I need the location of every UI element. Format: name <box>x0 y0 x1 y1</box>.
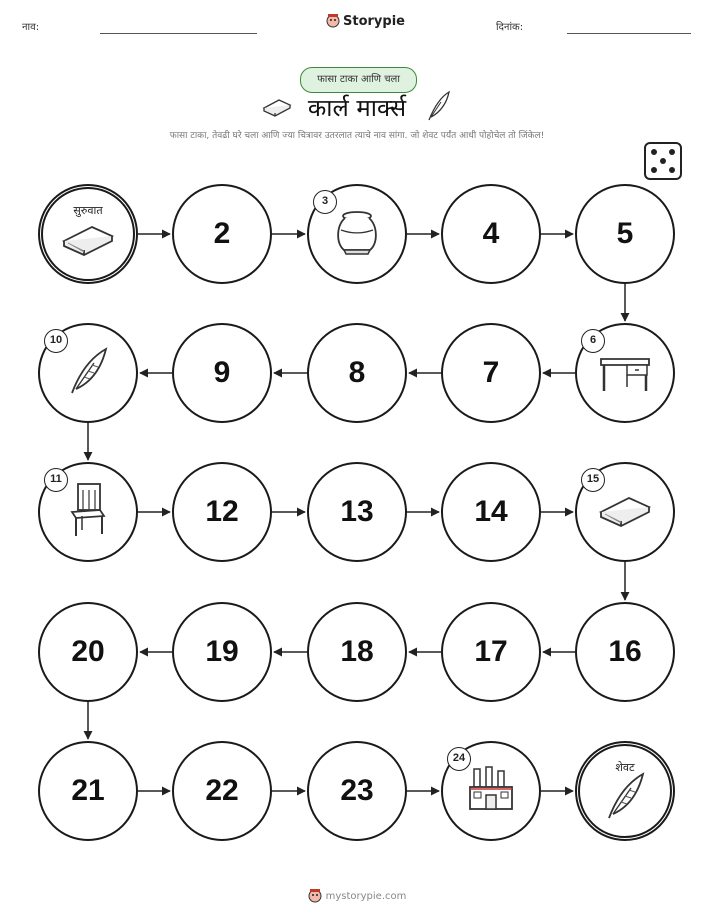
cell-number: 16 <box>608 635 642 668</box>
board-cell-18[interactable] <box>307 602 407 702</box>
game-type-pill: फासा टाका आणि चला <box>300 67 417 93</box>
cell-number: 9 <box>213 356 231 389</box>
instructions: फासा टाका, तेवढी घरे चला आणि ज्या चित्रावर उतरलात त्याचे नाव सांगा. जो शेवट पर्यंत आधी पोहोचेल तो जिंकेल! <box>169 131 545 141</box>
board-cell-13[interactable] <box>307 462 407 562</box>
board-cell-5[interactable] <box>575 184 675 284</box>
cell-number-badge: 6 <box>581 329 605 353</box>
cell-number: 5 <box>616 217 634 250</box>
name-label: नाव: <box>22 22 40 33</box>
factory-icon <box>466 765 516 817</box>
board-cell-6[interactable] <box>575 323 675 423</box>
start-label: सुरुवात <box>73 204 103 217</box>
storypie-mascot-icon <box>308 888 322 904</box>
board-cell-7[interactable] <box>441 323 541 423</box>
board-cell-24[interactable] <box>441 741 541 841</box>
cell-number-badge: 3 <box>313 190 337 214</box>
footer <box>0 888 714 904</box>
board-cell-20[interactable] <box>38 602 138 702</box>
board-cell-22[interactable] <box>172 741 272 841</box>
board-cell-23[interactable] <box>307 741 407 841</box>
cell-number: 17 <box>474 635 508 668</box>
cell-number: 12 <box>205 495 239 528</box>
book-icon <box>597 490 653 534</box>
cell-number-badge: 15 <box>581 468 605 492</box>
board-cell-3[interactable] <box>307 184 407 284</box>
board-cell-15[interactable] <box>575 462 675 562</box>
cell-number: 8 <box>348 356 366 389</box>
cell-number-badge: 10 <box>44 329 68 353</box>
start-cell[interactable] <box>38 184 138 284</box>
board-cell-17[interactable] <box>441 602 541 702</box>
cell-number: 4 <box>482 217 500 250</box>
cell-number: 19 <box>205 635 239 668</box>
board-cell-11[interactable] <box>38 462 138 562</box>
board-cell-9[interactable] <box>172 323 272 423</box>
quill-icon <box>603 770 647 826</box>
end-cell[interactable] <box>575 741 675 841</box>
quill-icon <box>66 345 110 401</box>
cell-number: 2 <box>213 217 231 250</box>
cell-number: 18 <box>340 635 374 668</box>
pot-icon <box>332 208 382 260</box>
board-cell-2[interactable] <box>172 184 272 284</box>
brand-name: Storypie <box>343 13 405 29</box>
cell-number: 22 <box>205 774 239 807</box>
desk-icon <box>597 347 653 399</box>
board-cell-10[interactable] <box>38 323 138 423</box>
cell-number-badge: 11 <box>44 468 68 492</box>
cell-number: 13 <box>340 495 374 528</box>
book-icon <box>60 219 116 263</box>
board-cell-8[interactable] <box>307 323 407 423</box>
board-cell-21[interactable] <box>38 741 138 841</box>
board-cell-19[interactable] <box>172 602 272 702</box>
end-label: शेवट <box>615 761 635 774</box>
board-cell-14[interactable] <box>441 462 541 562</box>
cell-number: 14 <box>474 495 508 528</box>
page-title: कार्ल मार्क्स <box>307 94 407 122</box>
cell-number-badge: 24 <box>447 747 471 771</box>
cell-number: 7 <box>482 356 500 389</box>
cell-number: 20 <box>71 635 105 668</box>
board-cell-12[interactable] <box>172 462 272 562</box>
date-label: दिनांक: <box>496 22 524 33</box>
chair-icon <box>68 482 108 542</box>
board-cell-4[interactable] <box>441 184 541 284</box>
cell-number: 21 <box>71 774 105 807</box>
footer-url: mystorypie.com <box>325 890 407 902</box>
cell-number: 23 <box>340 774 374 807</box>
board-cell-16[interactable] <box>575 602 675 702</box>
